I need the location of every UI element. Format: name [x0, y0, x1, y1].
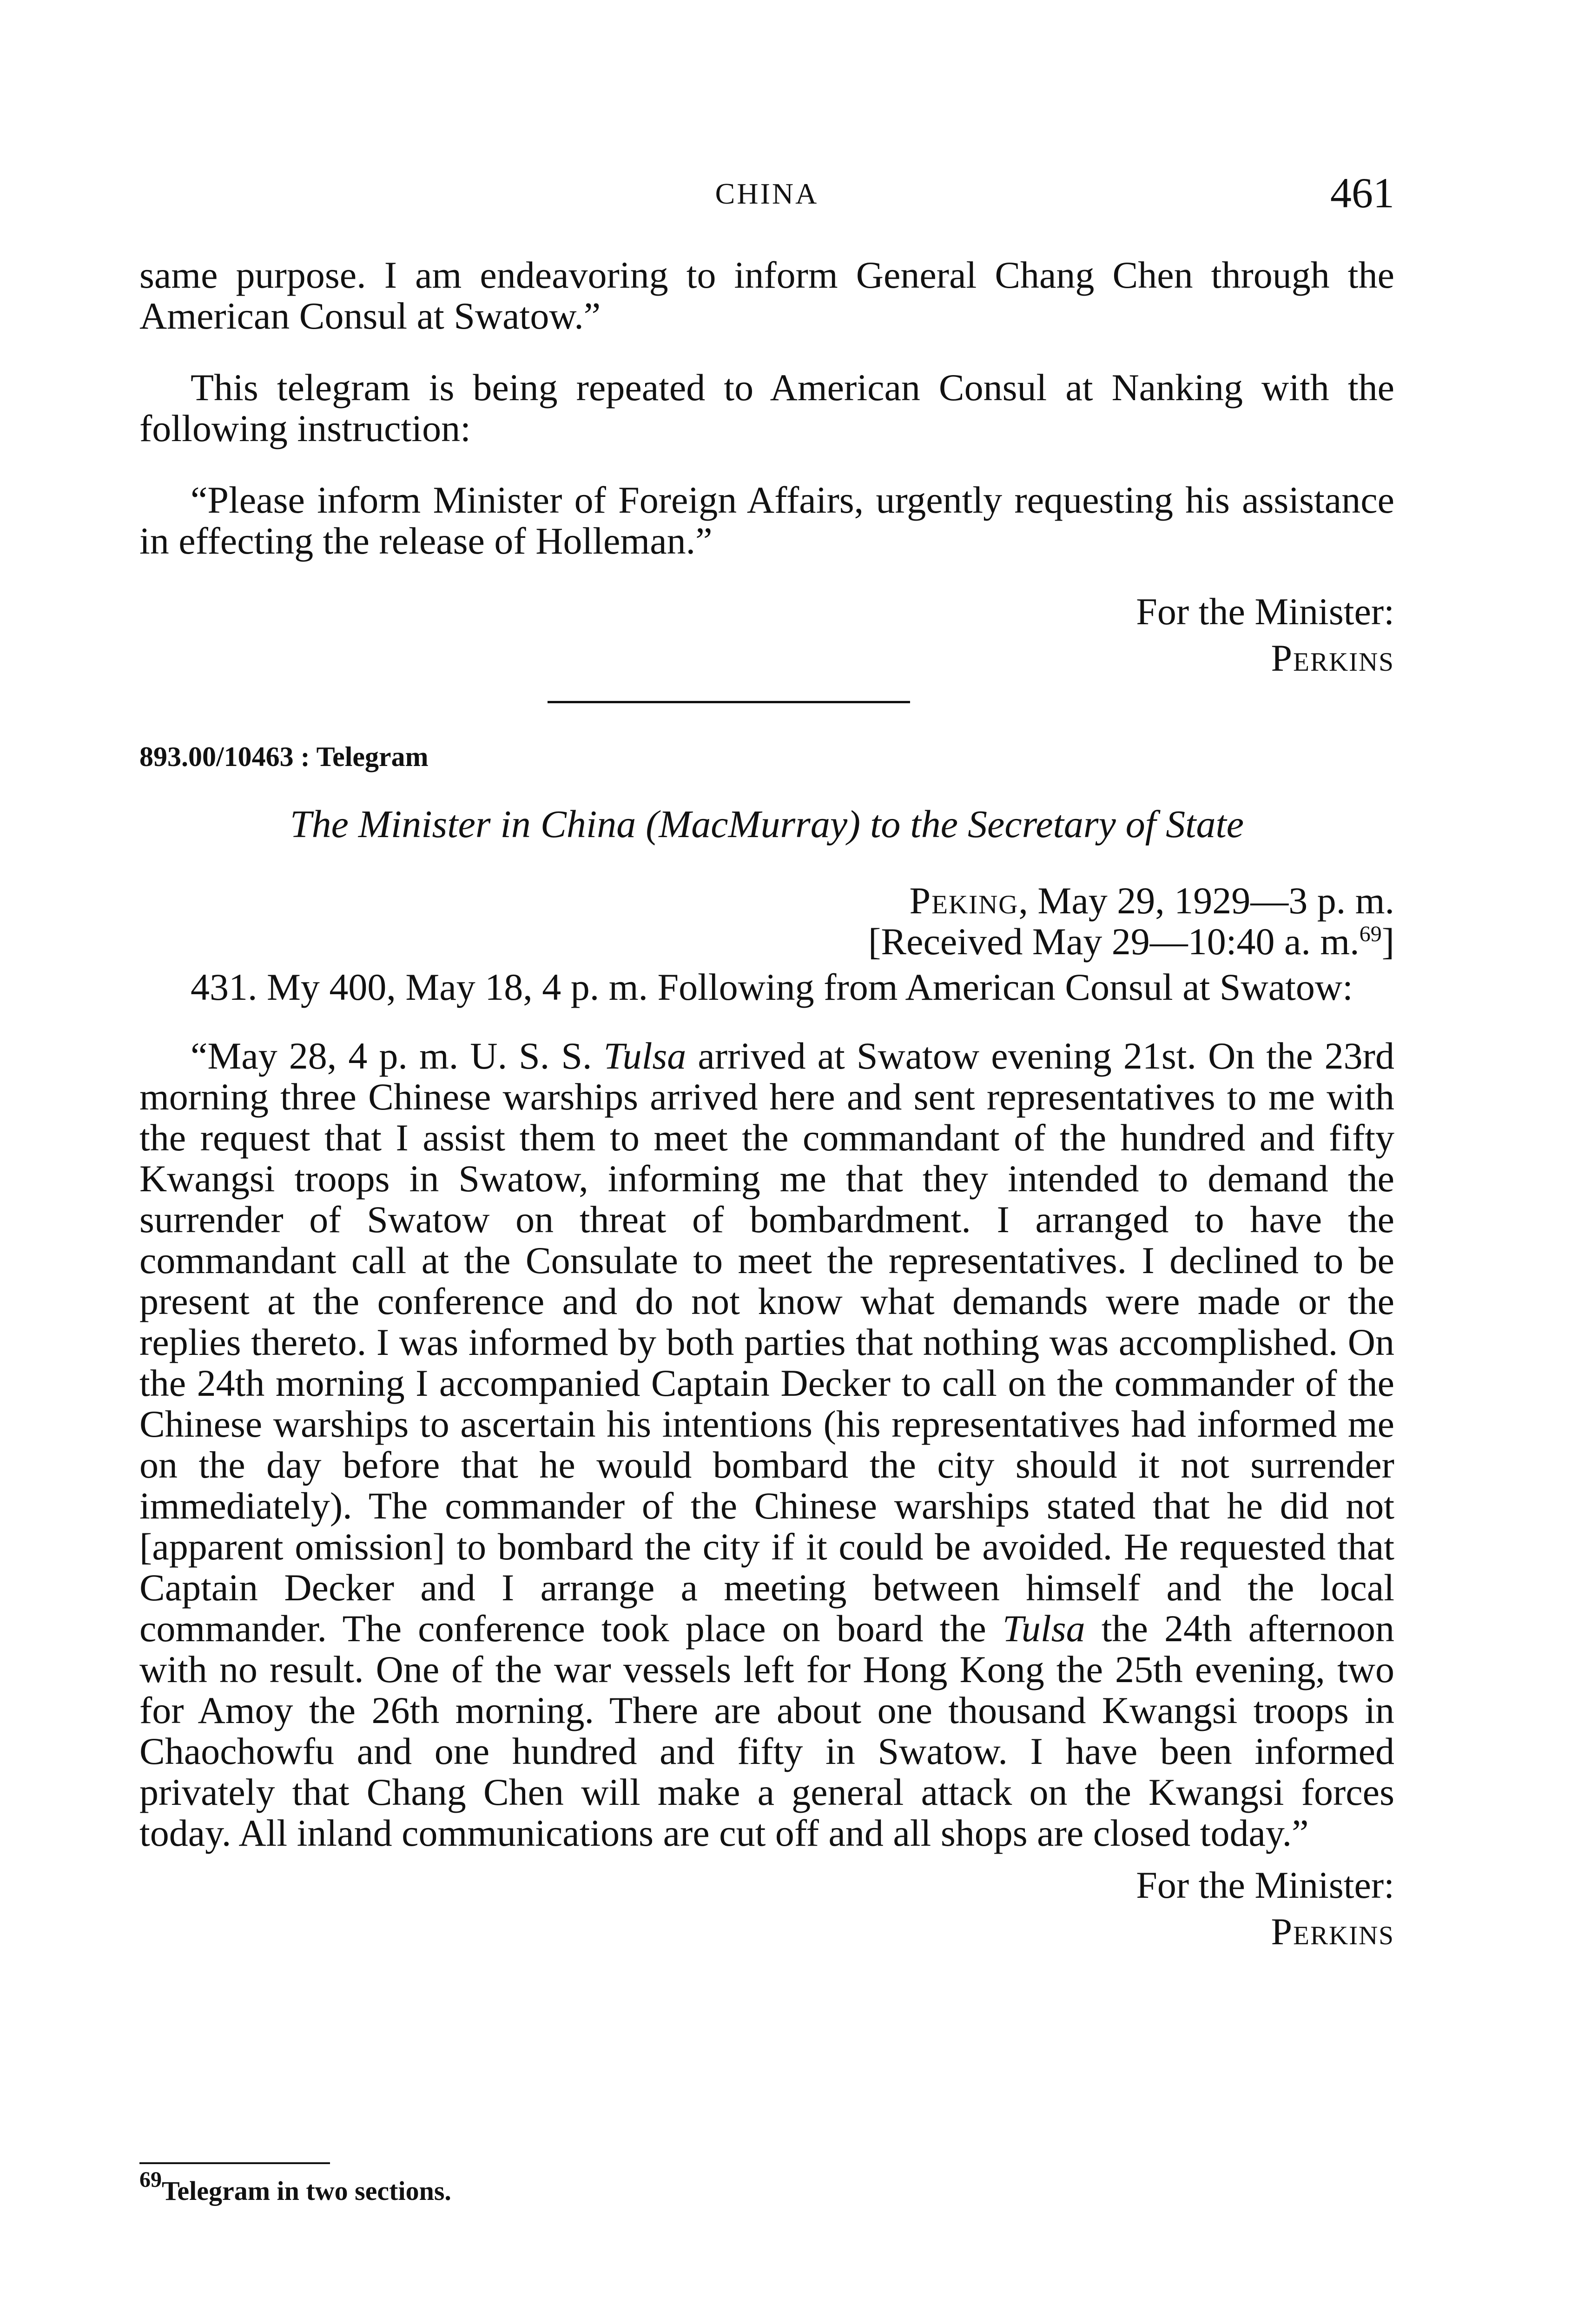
document-title: The Minister in China (MacMurray) to the Secretary of State	[290, 803, 1244, 846]
received-text: [Received May 29—10:40 a. m.	[868, 920, 1360, 963]
quote-start: “May 28, 4 p. m. U. S. S.	[191, 1035, 604, 1077]
footnote-mark: 69	[139, 2167, 162, 2192]
footnote-rule	[139, 2162, 330, 2164]
footnote	[139, 2167, 1394, 2206]
received-close: ]	[1381, 920, 1394, 963]
ship-name: Tulsa	[1002, 1607, 1085, 1650]
received-line	[139, 921, 1394, 962]
running-head	[139, 168, 1394, 219]
telegram-quote	[139, 1036, 1394, 1854]
continuation-section	[139, 255, 1394, 681]
closing-line: For the Minister:	[1136, 590, 1394, 633]
document-section	[139, 741, 1394, 1955]
section-divider	[548, 701, 910, 703]
signature: Perkins	[1271, 1910, 1394, 1953]
running-title: CHINA	[715, 177, 819, 210]
quote-end: the 24th afternoon with no result. One of the war vessels left for Hong Kong the 25th evening, two for Amoy the 26th morning. There are about one thousand Kwangsi troops in Chaochowfu and one hundred and fifty in Swatow. I have been informed privately that Chang Chen will make a general attack on the Kwangsi forces today. All inland communications are cut off and all shops are closed today.”	[139, 1607, 1394, 1854]
telegram-intro: 431. My 400, May 18, 4 p. m. Following from American Consul at Swatow:	[191, 966, 1353, 1008]
signature: Perkins	[1271, 637, 1394, 679]
continuation-paragraph: same purpose. I am endeavoring to inform General Chang Chen through the American Consul at Swatow.”	[139, 254, 1394, 337]
ship-name: Tulsa	[603, 1035, 686, 1077]
file-reference: 893.00/10463 : Telegram	[139, 741, 429, 772]
repeat-paragraph: This telegram is being repeated to American Consul at Nanking with the following instruction:	[139, 366, 1394, 449]
dateline-date: , May 29, 1929—3 p. m.	[1018, 879, 1394, 922]
footnote-text: Telegram in two sections.	[162, 2176, 451, 2206]
closing-line: For the Minister:	[1136, 1864, 1394, 1906]
quote-body: arrived at Swatow evening 21st. On the 23rd morning three Chinese warships arrived here and sent representatives to me with the request that I assist them to meet the commandant of the hundred and fifty Kwangsi troops in Swatow, informing me that they intended to demand the surrender of Swatow on threat of bombardment. I arranged to have the commandant call at the Consulate to meet the representatives. I declined to be present at the conference and do not know what demands were made or the replies thereto. I was informed by both parties that nothing was accomplished. On the 24th morning I accompanied Captain Decker to call on the commander of the Chinese warships to ascertain his intentions (his representatives had informed me on the day before that he would bombard the city should it not surrender immediately). The commander of the Chinese warships stated that he did not [apparent omission] to bombard the city if it could be avoided. He requested that Captain Decker and I arrange a meeting between himself and the local commander. The conference took place on board the	[139, 1035, 1394, 1650]
dateline	[139, 880, 1394, 921]
footnote-ref-mark: 69	[1359, 922, 1382, 946]
page-number: 461	[1330, 169, 1394, 217]
instruction-paragraph: “Please inform Minister of Foreign Affairs, urgently requesting his assistance in effecting the release of Holleman.”	[139, 479, 1394, 562]
dateline-place: Peking	[909, 879, 1019, 922]
